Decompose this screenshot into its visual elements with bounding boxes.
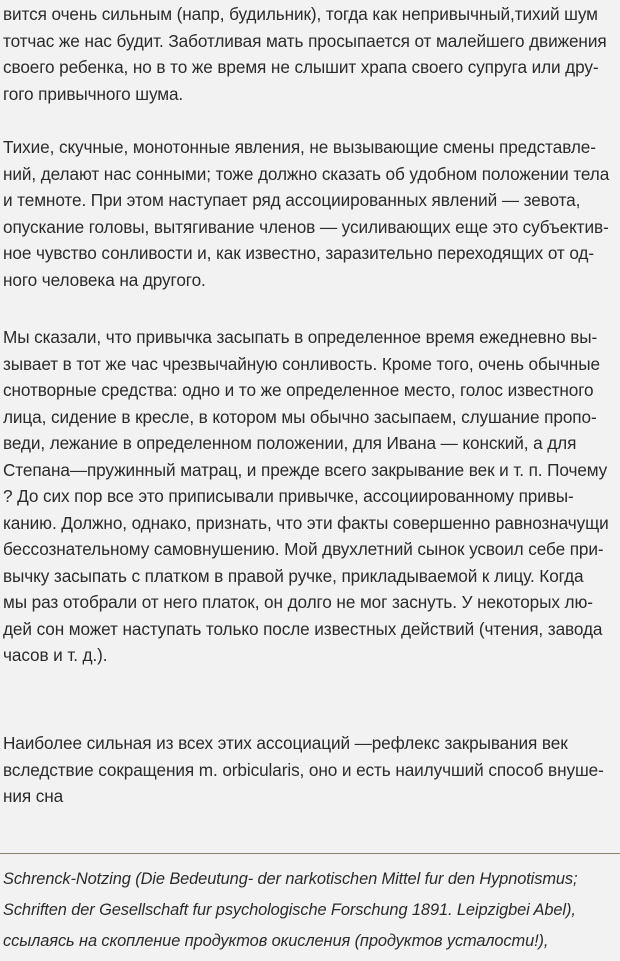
text-line: Наиболее сильная из всех этих ассоциаций —рефлекс закрывания век	[3, 733, 568, 753]
text-line: вится очень сильным (напр, будильник), тогда как непривычный,тихий шум	[3, 4, 598, 24]
text-line: гого привычного шума.	[3, 83, 184, 104]
text-line: тотчас же нас будит. Заботливая мать просыпается от малейшего движения	[3, 30, 607, 51]
footnote-line: Schriften der Gesellschaft fur psychologische Forschung 1891. Leipzigbei Abel),	[3, 901, 576, 919]
text-line: ний, делают нас сонными; тоже должно сказать об удобном положении тела	[3, 163, 610, 184]
text-line: Тихие, скучные, монотонные явления, не вызывающие смены представле-	[3, 137, 596, 157]
footnote-line: ссылаясь на скопление продуктов окисления (продуктов усталости!),	[3, 932, 549, 950]
text-line: вследствие сокращения m. orbicularis, оно и есть наилучший способ внуше-	[3, 759, 604, 780]
paragraph-3	[3, 324, 609, 669]
text-line: лица, сидение в кресле, в котором мы обычно засыпаем, слушание пропо-	[3, 406, 597, 427]
paragraph-2	[3, 134, 610, 293]
footnote	[3, 864, 615, 957]
paragraph-4	[3, 730, 603, 810]
text-line: веди, лежание в определенном положении, для Ивана — конский, а для	[3, 433, 577, 453]
text-line: часов и т. д.).	[3, 645, 108, 665]
text-line: мы раз отобрали от него платок, он долго не мог заснуть. У некоторых лю-	[3, 592, 593, 612]
paragraph-1	[3, 1, 607, 107]
text-line: ния сна	[3, 786, 64, 806]
text-line: Мы сказали, что привычка засыпать в определенное время ежедневно вы-	[3, 327, 598, 347]
text-line: дей сон может наступать только после известных действий (чтения, завода	[3, 618, 603, 639]
text-line: вычку засыпать с платком в правой ручке, прикладываемой к лицу. Когда	[3, 565, 584, 586]
text-line: ? До сих пор все это приписывали привычке, ассоциированному привы-	[3, 486, 574, 506]
text-line: канию. Должно, однако, признать, что эти факты совершенно равнозначущи	[3, 512, 609, 533]
text-line: ное чувство сонливости и, как известно, заразительно переходящих от од-	[3, 243, 594, 263]
text-line: и темноте. При этом наступает ряд ассоциированных явлений — зевота,	[3, 190, 581, 210]
text-line: своего ребенка, но в то же время не слышит храпа своего супруга или дру-	[3, 57, 599, 77]
text-line: ного человека на другого.	[3, 269, 206, 290]
footnote-divider	[0, 853, 620, 854]
text-line: Степана—пружинный матрац, и прежде всего закрывание век и т. п. Почему	[3, 459, 608, 480]
footnote-line: Schrenck-Notzing (Die Bedeutung- der narkotischen Mittel fur den Hypnotismus;	[3, 870, 578, 888]
text-line: бессознательному самовнушению. Мой двухлетний сынок усвоил себе при-	[3, 539, 604, 559]
text-line: опускание головы, вытягивание членов — усиливающих еще это субъектив-	[3, 216, 609, 237]
text-line: снотворные средства: одно и то же определенное место, голос известного	[3, 380, 594, 400]
text-line: зывает в тот же час чрезвычайную сонливость. Кроме того, очень обычные	[3, 353, 600, 374]
